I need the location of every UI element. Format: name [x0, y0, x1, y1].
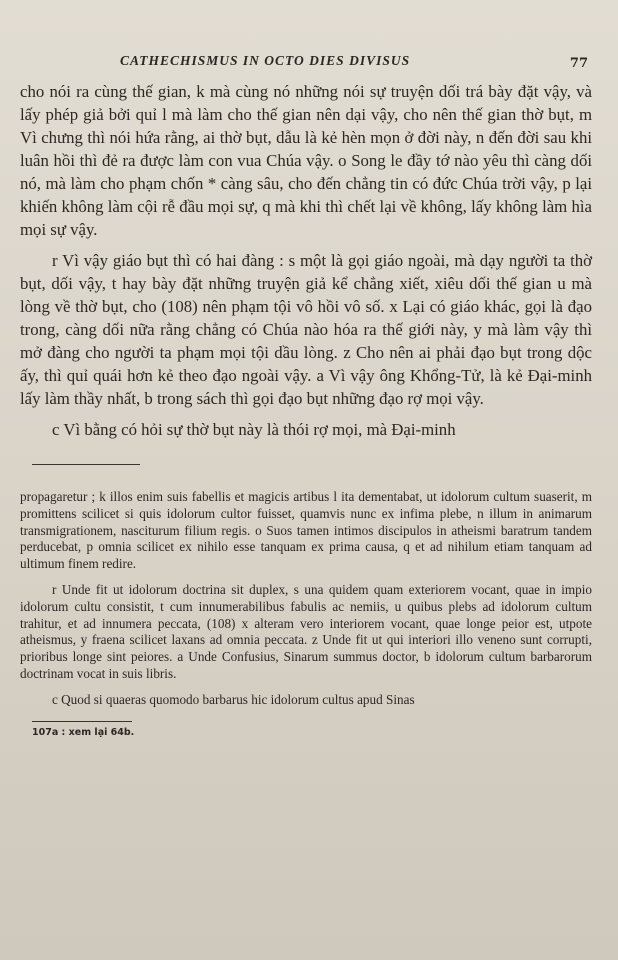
latin-text — [20, 489, 592, 709]
vn-paragraph-1: cho nói ra cùng thế gian, k mà cùng nó những nói sự truyện dối trá bày đặt vậy, và lấy phép giả bởi quỉ l mà làm cho thế gian nên dại vậy, cho nên thế gian thờ bụt, m Vì chưng thì nói hứa rằng, ai thờ bụt, dẫu là kẻ hèn mọn ở đời này, n đến đời sau khi luân hồi thì đẻ ra được làm con vua Chúa vậy. o Song le đầy tớ nào yêu thì càng dối nó, mà làm cho phạm chốn * càng sâu, cho đến chẳng tin có đức Chúa trời vậy, p lại khiến không làm cội rễ đầu mọi sự, q mà khi thì chết lại về không, lấy không làm hìa mọi sự vậy. — [20, 82, 592, 239]
running-head: CATHECHISMUS IN OCTO DIES DIVISUS — [120, 53, 411, 68]
latin-paragraph-1: propagaretur ; k illos enim suis fabellis et magicis artibus l ita dementabat, ut idolorum cultum suaserit, m promittens scilicet si quis idolorum cultor fuisset, quamvis nunc ex infima plebe, n illum in animarum transmigrationem, nasciturum filium regis. o Suos tamen intimos discipulos in atheismi baratrum tandem perducebat, p omnia scilicet ex nihilo esse tanquam ex prima causa, q et ad nihilum etiam tanquam ad ultimum finem redire. — [20, 489, 592, 572]
footnote: 107a : xem lại 64b. — [32, 726, 135, 738]
divider-rule — [32, 464, 140, 465]
page-header — [20, 50, 592, 80]
latin-paragraph-3: c Quod si quaeras quomodo barbarus hic idolorum cultus apud Sinas — [52, 691, 415, 707]
page-number: 77 — [569, 56, 588, 71]
vn-paragraph-2: r Vì vậy giáo bụt thì có hai đàng : s một là gọi giáo ngoài, mà dạy người ta thờ bụt, dối vậy, t hay bày đặt những truyện giả kể chẳng xiết, xiêu dối thế gian u mà lòng về thờ bụt, cho (108) nên phạm tội vô hồi vô số. x Lại có giáo khác, gọi là đạo trong, càng dối nữa rằng chẳng có Chúa nào hóa ra thế giới này, y mà làm vậy thì mở đàng cho người ta phạm mọi tội dầu lòng. z Cho nên ai phải đạo bụt trong dộc ấy, thì quỉ quái hơn kẻ theo đạo ngoài vậy. a Vì vậy ông Khổng-Tử, là kẻ Đại-minh lấy làm thầy nhất, b trong sách thì gọi đạo bụt những đạo rợ mọi vậy. — [20, 251, 592, 408]
latin-paragraph-2: r Unde fit ut idolorum doctrina sit duplex, s una quidem quam exteriorem vocant, quae in impio idolorum cultu consistit, t cum innumerabilibus fabulis ac nemiis, u quibus plebs ad idolorum cultum trahitur, et ad innumera peccata, (108) x alteram vero interiorem vocant, quae longe peior est, utpote atheismus, y fraena scilicet laxans ad omnia peccata. z Unde fit ut qui interiori illo veneno sunt corrupti, prioribus longe sint peiores. a Unde Confusius, Sinarum summus doctor, b idolorum cultum barbarorum doctrinam vocat in suis libris. — [20, 581, 592, 681]
vietnamese-text — [20, 80, 592, 441]
vn-paragraph-3: c Vì bằng có hỏi sự thờ bụt này là thói rợ mọi, mà Đại-minh — [52, 420, 456, 439]
footnote-rule — [32, 721, 132, 722]
